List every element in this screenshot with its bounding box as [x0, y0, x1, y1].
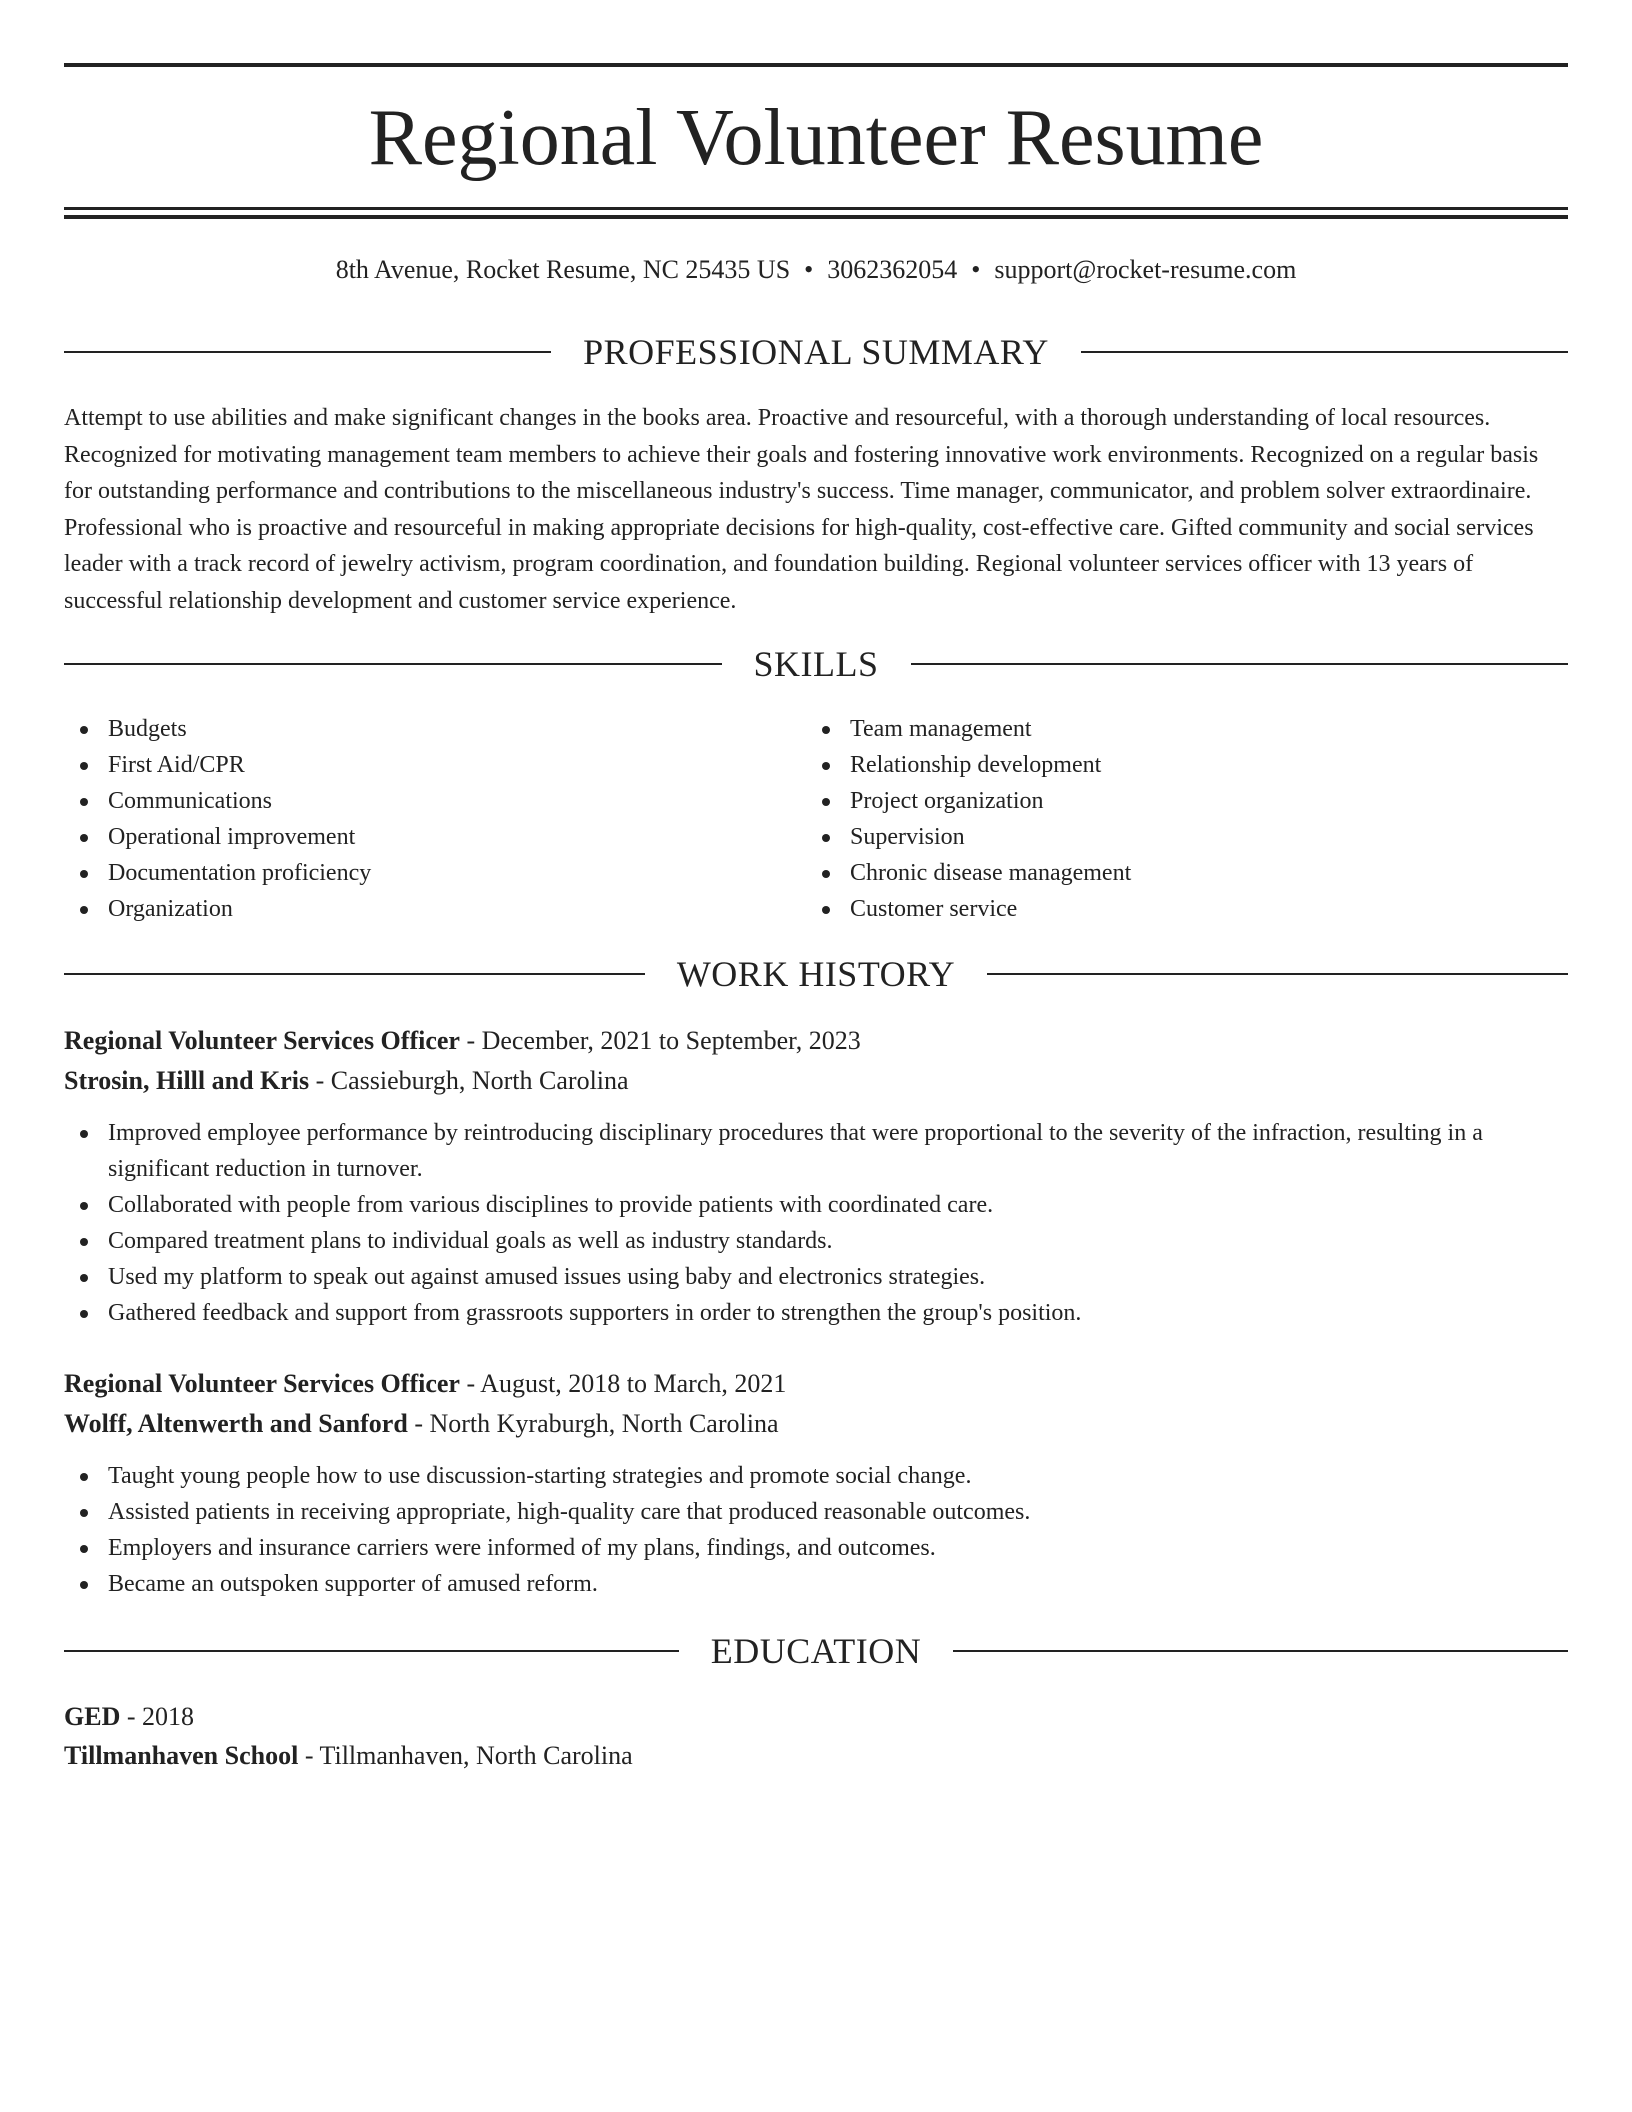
skill-item: Project organization	[806, 783, 1566, 819]
education-degree: GED	[64, 1702, 121, 1731]
skills-list-right	[806, 711, 1566, 927]
job-company-line	[64, 1061, 1568, 1101]
section-rule	[64, 973, 645, 975]
skill-item: Team management	[806, 711, 1566, 747]
job-company-line	[64, 1404, 1568, 1444]
education-degree-line	[64, 1697, 1568, 1737]
job-bullet: Became an outspoken supporter of amused reform.	[64, 1566, 1568, 1602]
section-rule	[1081, 351, 1568, 353]
skill-item: Documentation proficiency	[64, 855, 804, 891]
section-rule	[953, 1650, 1568, 1652]
skill-item: First Aid/CPR	[64, 747, 804, 783]
job-company: Wolff, Altenwerth and Sanford	[64, 1409, 408, 1438]
job-dates: - August, 2018 to March, 2021	[459, 1369, 787, 1398]
education-location: - Tillmanhaven, North Carolina	[298, 1741, 633, 1770]
job-bullets	[64, 1458, 1568, 1602]
education-school: Tillmanhaven School	[64, 1741, 299, 1770]
education-school-line	[64, 1736, 1568, 1776]
header-bottom-rule-2	[64, 215, 1568, 219]
skill-item: Operational improvement	[64, 819, 804, 855]
job-bullets	[64, 1115, 1568, 1331]
section-title: EDUCATION	[710, 1631, 922, 1671]
section-header-education	[64, 1628, 1568, 1674]
resume-title: Regional Volunteer Resume	[368, 94, 1264, 182]
section-header-work	[64, 951, 1568, 997]
contact-email: support@rocket-resume.com	[994, 255, 1297, 284]
job-title-line	[64, 1364, 1568, 1404]
education-year: - 2018	[120, 1702, 195, 1731]
contact-separator: •	[804, 255, 814, 284]
skill-item: Chronic disease management	[806, 855, 1566, 891]
job-company: Strosin, Hilll and Kris	[64, 1066, 310, 1095]
job-bullet: Taught young people how to use discussion-starting strategies and promote social change.	[64, 1458, 1568, 1494]
job-bullet: Assisted patients in receiving appropriate, high-quality care that produced reasonable outcomes.	[64, 1494, 1568, 1530]
section-title: PROFESSIONAL SUMMARY	[583, 332, 1049, 372]
job-title: Regional Volunteer Services Officer	[64, 1369, 460, 1398]
job-bullet: Collaborated with people from various disciplines to provide patients with coordinated care.	[64, 1187, 1568, 1223]
skill-item: Organization	[64, 891, 804, 927]
contact-address: 8th Avenue, Rocket Resume, NC 25435 US	[335, 255, 791, 284]
section-rule	[64, 663, 722, 665]
section-rule	[987, 973, 1568, 975]
job-bullet: Compared treatment plans to individual goals as well as industry standards.	[64, 1223, 1568, 1259]
job-bullet: Gathered feedback and support from grassroots supporters in order to strengthen the group's position.	[64, 1295, 1568, 1331]
skills-list-left	[64, 711, 804, 927]
contact-separator: •	[971, 255, 981, 284]
section-rule	[64, 1650, 679, 1652]
job-title-line	[64, 1021, 1568, 1061]
contact-phone: 3062362054	[827, 255, 958, 284]
job-location: - North Kyraburgh, North Carolina	[407, 1409, 779, 1438]
contact-line	[64, 252, 1568, 288]
skill-item: Relationship development	[806, 747, 1566, 783]
header-bottom-rule	[64, 207, 1568, 210]
skill-item: Communications	[64, 783, 804, 819]
section-title: SKILLS	[753, 644, 879, 684]
skill-item: Customer service	[806, 891, 1566, 927]
section-rule	[64, 351, 551, 353]
section-header-skills	[64, 641, 1568, 687]
job-bullet: Used my platform to speak out against amused issues using baby and electronics strategies.	[64, 1259, 1568, 1295]
summary-text: Attempt to use abilities and make significant changes in the books area. Proactive and resourceful, with a thorough understanding of local resources. Recognized for motivating management team members to achieve their goals and fostering innovative work environments. Recognized on a regular basis for outstanding performance and contributions to the miscellaneous industry's success. Time manager, communicator, and problem solver extraordinaire. Professional who is proactive and resourceful in making appropriate decisions for high-quality, cost-effective care. Gifted community and social services leader with a track record of jewelry activism, program coordination, and foundation building. Regional volunteer services officer with 13 years of successful relationship development and customer service experience.	[64, 405, 1539, 614]
job-title: Regional Volunteer Services Officer	[64, 1026, 460, 1055]
job-bullet: Improved employee performance by reintroducing disciplinary procedures that were proportional to the severity of the infraction, resulting in a significant reduction in turnover.	[64, 1115, 1568, 1187]
skill-item: Supervision	[806, 819, 1566, 855]
job-dates: - December, 2021 to September, 2023	[459, 1026, 861, 1055]
header-top-rule	[64, 63, 1568, 67]
job-location: - Cassieburgh, North Carolina	[309, 1066, 629, 1095]
section-title: WORK HISTORY	[676, 954, 956, 994]
section-rule	[911, 663, 1569, 665]
skill-item: Budgets	[64, 711, 804, 747]
job-bullet: Employers and insurance carriers were informed of my plans, findings, and outcomes.	[64, 1530, 1568, 1566]
section-header-summary	[64, 329, 1568, 375]
